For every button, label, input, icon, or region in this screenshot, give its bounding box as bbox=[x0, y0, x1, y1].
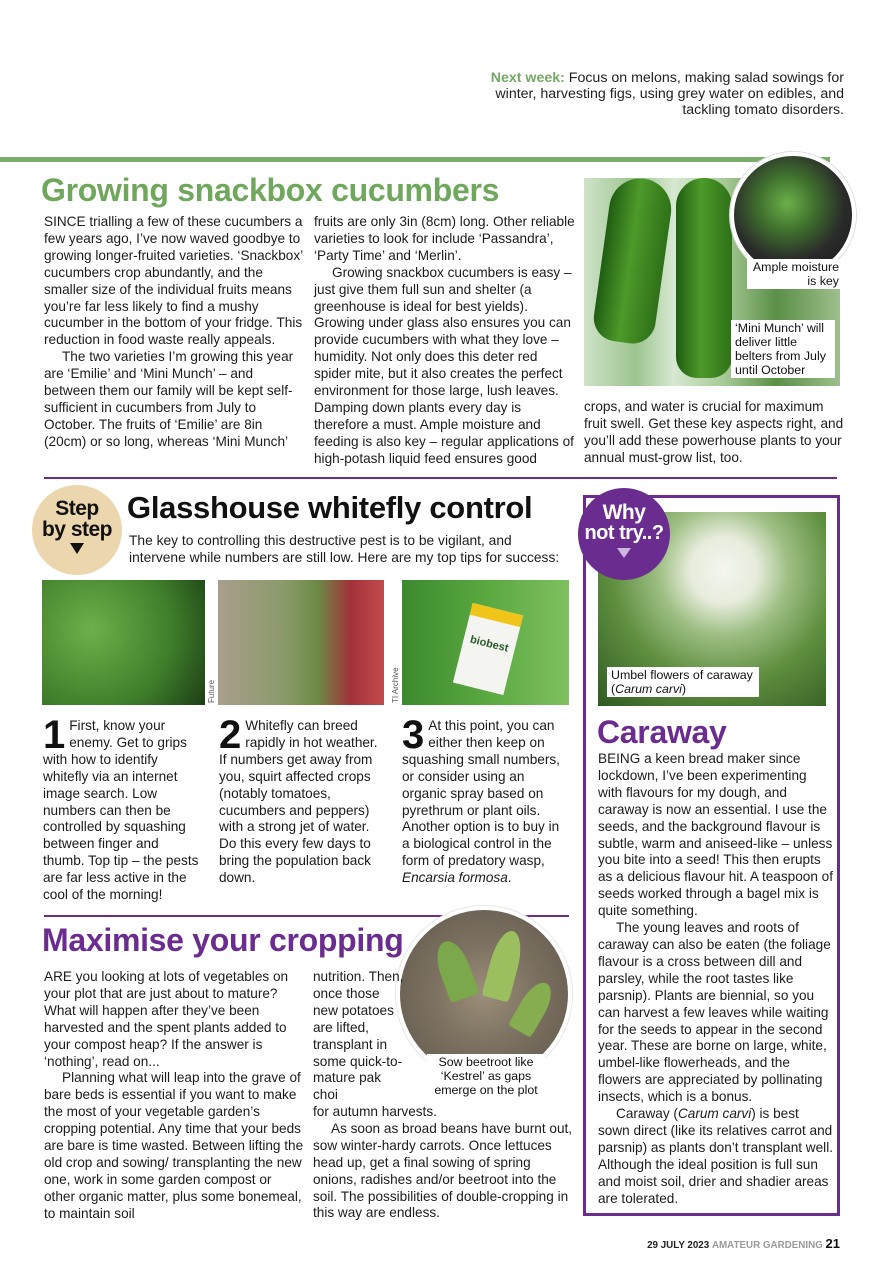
magazine-name: AMATEUR GARDENING bbox=[711, 1240, 823, 1251]
section-divider-purple bbox=[44, 477, 837, 479]
page-footer bbox=[640, 1236, 840, 1251]
caraway-body bbox=[598, 751, 834, 1207]
paragraph: BEING a keen bread maker since lockdown, I’ve been experimenting with flavours for my dough, and caraway is now an essential. I use the seeds, and the background flavour is subtle, warm and aniseed-like – unless you bite into a seed! This then erupts as a delicious flavour hit. A teaspoon of seeds worked through a bagel mix is quite something. bbox=[598, 751, 834, 919]
cropping-column-1 bbox=[44, 969, 306, 1223]
badge-line-1: Step bbox=[55, 497, 99, 520]
cucumbers-column-2 bbox=[314, 214, 576, 468]
cucumbers-column-3: crops, and water is crucial for maximum fruit swell. Get these key aspects right, and you’ll add these powerhouse plants to your annual must-grow list, too. bbox=[584, 399, 844, 465]
beetroot-caption: Sow beetroot like ‘Kestrel’ as gaps emerge on the plot bbox=[427, 1054, 545, 1098]
leaf-shape bbox=[508, 977, 558, 1038]
step-text: Whitefly can breed rapidly in hot weather. If numbers get away from you, squirt affected crops (notably tomatoes, cucumbers and peppers) with a strong jet of water. Do this every few days to bring the population back down. bbox=[219, 718, 378, 886]
paragraph: fruits are only 3in (8cm) long. Other reliable varieties to look for include ‘Passandra’, ‘Party Time’ and ‘Merlin’. bbox=[314, 214, 575, 263]
cucumber-photo-caption: ‘Mini Munch’ will deliver little belters from July until October bbox=[731, 320, 835, 378]
biological-control-pack-photo bbox=[402, 580, 569, 705]
paragraph: As soon as broad beans have burnt out, sow winter-hardy carrots. Once lettuces head up, get a final sowing of spring onions, radishes and/or beetroot into the soil. The possibilities of double-cropping in this way are endless. bbox=[313, 1120, 573, 1221]
step-number: 3 bbox=[402, 713, 425, 757]
step-text: First, know your enemy. Get to grips with how to identify whitefly via an internet image search. Low numbers can then be controlled by squashing between finger and thumb. Top tip – the pests are far less active in the cool of the morning! bbox=[43, 718, 199, 903]
text: Caraway ( bbox=[616, 1106, 678, 1122]
cucumber-shape bbox=[591, 178, 675, 347]
step-3 bbox=[402, 713, 567, 887]
step-text-italic: Encarsia formosa bbox=[402, 870, 508, 886]
pack-label: biobest bbox=[468, 633, 510, 655]
next-week-teaser bbox=[480, 70, 844, 118]
caraway-heading: Caraway bbox=[597, 714, 727, 750]
step-2 bbox=[219, 713, 379, 887]
badge-line-1: Why bbox=[602, 501, 646, 524]
page-number: 21 bbox=[825, 1236, 840, 1251]
badge-line-2: not try..? bbox=[584, 522, 664, 544]
caption-paren: ) bbox=[681, 682, 687, 696]
leaf-shape bbox=[481, 928, 526, 1003]
hose-spraying-photo bbox=[218, 580, 384, 705]
whitefly-intro: The key to controlling this destructive pest is to be vigilant, and intervene while numbers are still low. Here are my top tips for success: bbox=[129, 533, 560, 565]
cropping-column-2-narrow: nutrition. Then, once those new potatoes are lifted, transplant in some quick-to-mature pak choi bbox=[313, 969, 404, 1103]
paragraph: Planning what will leap into the grave of bare beds is essential if you want to make the most of your vegetable garden’s cropping potential. Any time that your beds are bare is time wasted. Between lifting the old crop and sowing/ transplanting the new one, work in some garden compost or other organic matter, plus some bonemeal, to maintain soil bbox=[44, 1070, 304, 1221]
caption-line-1: Umbel flowers of caraway bbox=[611, 668, 753, 682]
whitefly-heading: Glasshouse whitefly control bbox=[127, 490, 533, 525]
cucumbers-heading: Growing snackbox cucumbers bbox=[41, 172, 500, 208]
leaf-shape bbox=[431, 937, 480, 1004]
whitefly-leaf-photo bbox=[42, 580, 205, 705]
biobest-pack bbox=[453, 603, 523, 695]
next-week-label: Next week: bbox=[490, 70, 565, 86]
section-divider-green bbox=[0, 157, 830, 162]
inset-caption: Ample moisture is key bbox=[747, 259, 843, 289]
text: ) is best sown direct (like its relatives carrot and parsnip) as plants don’t transplant well. Although the ideal position is full sun and moist soil, drier and shadier areas are tolerated. bbox=[598, 1106, 833, 1206]
paragraph: ARE you looking at lots of vegetables on your plot that are just about to mature? What will happen after they’ve been harvested and the spent plants added to your compost heap? If the answer is ‘nothing’, read on... bbox=[44, 969, 289, 1069]
cropping-column-2 bbox=[313, 1104, 575, 1222]
caraway-photo-caption bbox=[607, 667, 759, 697]
step-text: At this point, you can either then keep on squashing small numbers, or consider using an organic spray based on pyrethrum or plant oils. Another option is to buy in a biological control in the form of predatory wasp, bbox=[402, 718, 560, 869]
step-text-end: . bbox=[507, 870, 512, 886]
issue-date: 29 JULY 2023 bbox=[647, 1240, 710, 1251]
step-by-step-badge bbox=[32, 485, 122, 575]
caption-latin-name: Carum carvi bbox=[615, 682, 682, 696]
paragraph: SINCE trialling a few of these cucumbers a few years ago, I’ve now waved goodbye to growing longer-fruited varieties. ‘Snackbox’ cucumbers crop abundantly, and the smaller size of the individual fruits means you’re far less likely to find a mushy cucumber in the bottom of your fridge. This reduction in food waste really appeals. bbox=[44, 214, 303, 348]
step-1 bbox=[43, 713, 203, 904]
badge-line-2: by step bbox=[41, 518, 113, 541]
caption-paren: ( bbox=[611, 682, 616, 696]
next-week-text: Focus on melons, making salad sowings for winter, harvesting figs, using grey water on edibles, and tackling tomato disorders. bbox=[495, 70, 844, 118]
paragraph: Growing snackbox cucumbers is easy – just give them full sun and shelter (a greenhouse is ideal for best yields). Growing under glass also ensures you can provide cucumbers with what they love – humidity. Not only does this deter red spider mite, but it also creates the perfect environment for those large, lush leaves. Damping down plants every day is therefore a must. Ample moisture and feeding is also key – regular applications of high-potash liquid feed ensures good bbox=[314, 264, 574, 466]
paragraph: for autumn harvests. bbox=[313, 1104, 437, 1119]
triangle-down-icon bbox=[617, 548, 631, 558]
cucumbers-column-1 bbox=[44, 214, 306, 451]
triangle-down-icon bbox=[70, 543, 84, 554]
cropping-heading: Maximise your cropping bbox=[42, 922, 404, 958]
cucumber-shape bbox=[676, 178, 732, 378]
latin-name: Carum carvi bbox=[677, 1106, 752, 1122]
photo-credit: TI Archive bbox=[391, 667, 400, 703]
why-not-try-badge bbox=[578, 488, 670, 580]
paragraph: The two varieties I’m growing this year are ‘Emilie’ and ‘Mini Munch’ – and between them our family will be kept self-sufficient in cucumbers from July to October. The fruits of ‘Emilie’ are 8in (20cm) or so long, whereas ‘Mini Munch’ bbox=[44, 349, 294, 449]
photo-credit: Future bbox=[207, 679, 216, 703]
step-number: 1 bbox=[43, 713, 66, 757]
step-number: 2 bbox=[219, 713, 242, 757]
paragraph: The young leaves and roots of caraway can also be eaten (the foliage flavour is a cross between dill and parsley, while the root tastes like parsnip). Plants are biennial, so you can harvest a few leaves while waiting for the seeds to appear in the second year. These are borne on large, white, umbel-like flowerheads, and the flowers are appreciated by pollinating insects, which is a bonus. bbox=[598, 920, 831, 1105]
paragraph bbox=[598, 1106, 834, 1207]
